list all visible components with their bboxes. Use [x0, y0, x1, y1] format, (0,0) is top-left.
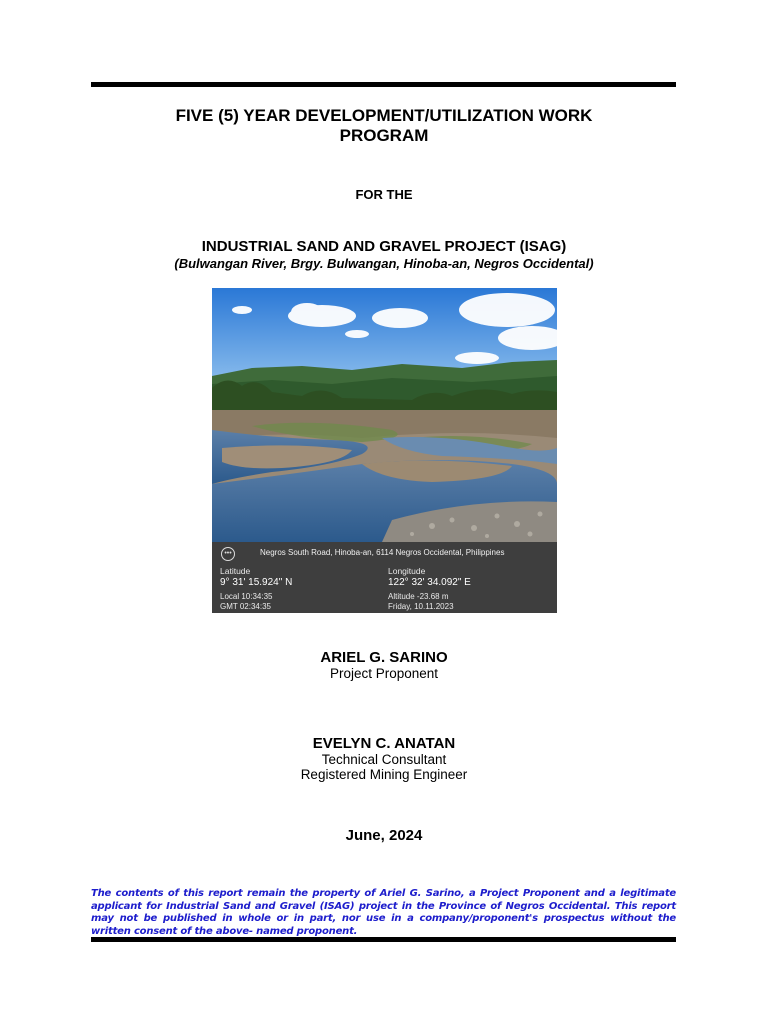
- top-rule: [91, 82, 676, 87]
- confidentiality-notice: The contents of this report remain the property of Ariel G. Sarino, a Project Proponent and a legitimate applicant for Industrial Sand and Gravel (ISAG) project in the Province of Negros Occidental. This report may not be published in whole or in part, nor use in a company/proponent's prospectus without the written consent of the above- named proponent.: [91, 888, 676, 937]
- photo-date: Friday, 10.11.2023: [388, 602, 454, 611]
- report-date: June, 2024: [345, 827, 423, 844]
- longitude-label: Longitude: [388, 566, 426, 576]
- longitude-value: 122° 32' 34.092" E: [388, 577, 471, 588]
- latitude-label: Latitude: [220, 566, 251, 576]
- local-time: Local 10:34:35: [220, 592, 273, 601]
- document-title: [0, 106, 768, 146]
- consultant-name: EVELYN C. ANATAN: [312, 735, 456, 752]
- gmt-time: GMT 02:34:35: [220, 602, 271, 611]
- proponent-role: Project Proponent: [329, 666, 439, 681]
- for-the-label: FOR THE: [355, 187, 413, 202]
- consultant-role-1: Technical Consultant: [321, 752, 447, 767]
- gps-address: Negros South Road, Hinoba-an, 6114 Negros Occidental, Philippines: [260, 548, 505, 557]
- altitude: Altitude -23.68 m: [388, 592, 449, 601]
- consultant-role-2: Registered Mining Engineer: [300, 767, 468, 782]
- site-photo: [212, 288, 557, 613]
- more-icon: •••: [221, 547, 235, 561]
- bottom-rule: [91, 937, 676, 942]
- proponent-name: ARIEL G. SARINO: [320, 649, 448, 666]
- project-location: (Bulwangan River, Brgy. Bulwangan, Hinoba-an, Negros Occidental): [174, 256, 594, 271]
- title-line-2: PROGRAM: [339, 126, 429, 145]
- latitude-value: 9° 31' 15.924" N: [220, 577, 293, 588]
- title-line-1: FIVE (5) YEAR DEVELOPMENT/UTILIZATION WORK: [175, 106, 593, 125]
- project-name: INDUSTRIAL SAND AND GRAVEL PROJECT (ISAG): [201, 238, 567, 255]
- gps-overlay: [212, 542, 557, 613]
